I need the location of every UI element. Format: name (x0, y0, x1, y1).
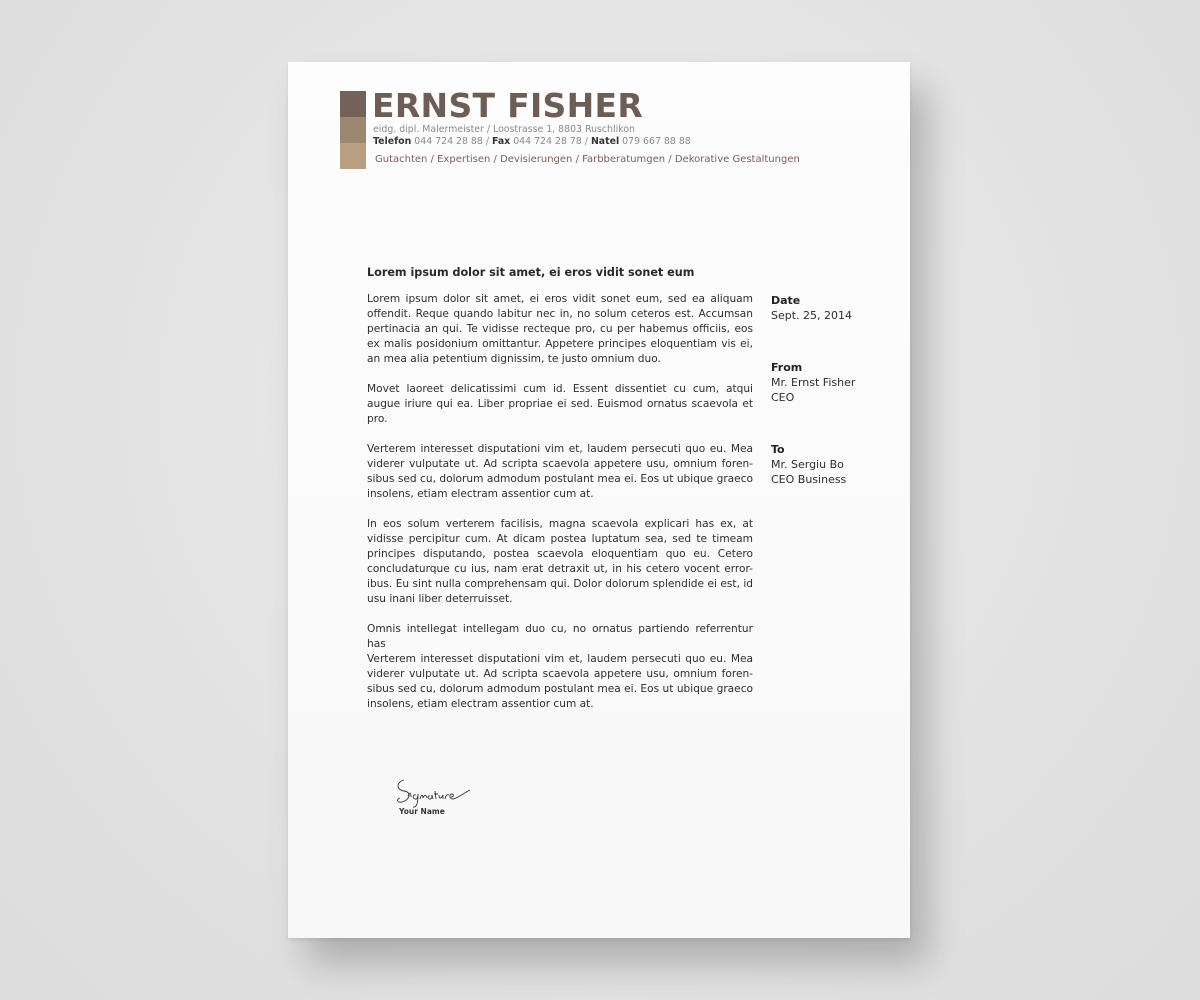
letterhead-page (288, 62, 910, 938)
fax-value: 044 724 28 78 (513, 136, 582, 147)
swatch-middle (340, 117, 366, 143)
date-label: Date (771, 294, 801, 307)
swatch-bottom (340, 143, 366, 169)
from-name: Mr. Ernst Fisher (771, 376, 856, 389)
handwritten-signature (392, 776, 500, 810)
body-paragraph: Verterem interesset disputationi vim et, laudem persecuti quo eu. Mea viderer vulputate ut. Ad scripta scaevola appetere usu, omnium foren-sibus sed cu, dolorum admodum postulant mea ei. Eos ut ubique graeco insolens, etiam electram assentior cum at. (367, 443, 753, 500)
to-name: Mr. Sergiu Bo (771, 458, 844, 471)
body-paragraph: Movet laoreet delicatissimi cum id. Essent dissentiet cu cum, atqui augue iriure qui ea. Liber propriae ei sed. Euismod ornatus scaevola et pro. (367, 383, 753, 425)
fax-label: Fax (492, 136, 511, 147)
to-label: To (771, 443, 785, 456)
body-paragraph: In eos solum verterem facilisis, magna scaevola explicari has ex, at vidisse percipitur cum. At dicam postea luptatum sea, sed te timeam principes disputando, postea scaevola eloquentiam quo eu. Cetero concludaturque cu ius, nam erat detraxit ut, in his cetero vocent error-ibus. Eu sint nulla comprehensam qui. Dolor dolorum splendide ei est, id usu inani liber deterruisset. (367, 518, 753, 605)
telefon-label: Telefon (373, 136, 412, 147)
body-paragraph-final (367, 622, 753, 712)
telefon-value: 044 724 28 88 (414, 136, 483, 147)
final-line-2: Verterem interesset disputationi vim et, laudem persecuti quo eu. Mea viderer vulputate ut. Ad scripta scaevola appetere usu, omnium foren-sibus sed cu, dolorum admodum postulant mea ei. Eos ut ubique graeco insolens, etiam electram assentior cum at. (367, 653, 753, 710)
date-block (771, 293, 891, 323)
services-line: Gutachten / Expertisen / Devisierungen / Farbberatumgen / Dekorative Gestaltungen (375, 154, 800, 165)
to-title: CEO Business (771, 473, 847, 486)
contact-line (373, 136, 691, 148)
final-line-1: Omnis intellegat intellegam duo cu, no ornatus partiendo referrentur has (367, 623, 753, 650)
company-name: ERNST FISHER (372, 86, 644, 125)
from-block (771, 360, 891, 405)
from-label: From (771, 361, 803, 374)
from-title: CEO (771, 391, 795, 404)
natel-value: 079 667 88 88 (622, 136, 691, 147)
natel-label: Natel (590, 136, 620, 147)
separator: / (584, 136, 588, 147)
address-line: eidg. dipl. Malermeister / Loostrasse 1, 8803 Ruschlikon (373, 124, 635, 135)
body-paragraph: Lorem ipsum dolor sit amet, ei eros vidit sonet eum, sed ea aliquam offendit. Reque quando labitur nec in, no solum ceteros est. Accumsan pertinacia an qui. Te vidisse recteque pro, cu per habemus officiis, eos ex malis posidonium omittantur. Appetere principes eloquentiam vis ei, an mea alia petentium dignissim, te justo omnium duo. (367, 293, 753, 365)
letter-subject: Lorem ipsum dolor sit amet, ei eros vidit sonet eum (367, 266, 695, 279)
to-block (771, 442, 891, 487)
signature-name: Your Name (399, 807, 445, 816)
swatch-top (340, 91, 366, 117)
brand-color-swatches (340, 91, 366, 169)
letter-body (367, 292, 753, 712)
date-value: Sept. 25, 2014 (771, 309, 853, 322)
separator: / (485, 136, 490, 147)
